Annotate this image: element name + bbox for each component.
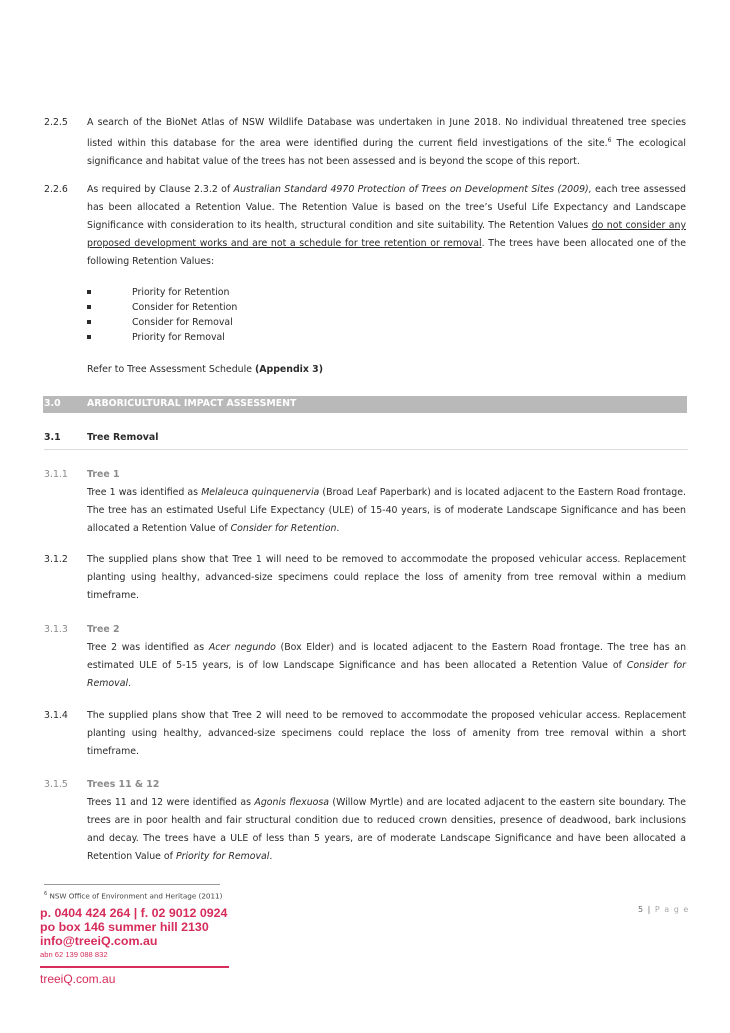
paragraph-text: Tree 1 Tree 1 was identified as Melaleuca quinquenervia (Broad Leaf Paperbark) and is located adjacent to the Eastern Road frontage. The tree has an estimated Useful Life Expectancy (ULE) of 15-40 years, is of moderate Landscape Significance and has been allocated a Retention Value of Consider for Retention. bbox=[87, 466, 686, 538]
subsection-title: Trees 11 & 12 bbox=[87, 779, 160, 790]
list-item: Consider for Removal bbox=[87, 315, 237, 330]
subsection-title: Tree 1 bbox=[87, 469, 120, 480]
species-name: Melaleuca quinquenervia bbox=[201, 487, 320, 498]
footnote-ref[interactable]: 6 bbox=[607, 137, 612, 144]
paragraph-2-2-5 bbox=[44, 114, 686, 171]
bullet-icon bbox=[87, 305, 91, 309]
footnote-text: NSW Office of Environment and Heritage (2011) bbox=[47, 891, 223, 901]
paragraph-3-1-1 bbox=[44, 466, 686, 538]
appendix-link[interactable]: (Appendix 3) bbox=[254, 364, 323, 375]
section-number: 3.1.2 bbox=[44, 554, 68, 565]
bullet-icon bbox=[87, 335, 91, 339]
section-number: 3.0 bbox=[44, 398, 61, 409]
list-item: Consider for Retention bbox=[87, 300, 237, 315]
appendix-reference: Refer to Tree Assessment Schedule (Appendix 3) bbox=[87, 364, 323, 375]
retention-value: Consider for Removal bbox=[87, 660, 686, 689]
list-item: Priority for Retention bbox=[87, 285, 237, 300]
paragraph-3-1-2 bbox=[44, 551, 686, 605]
underlined-clause: do not consider any proposed development works and are not a schedule for tree retention or removal bbox=[87, 220, 686, 249]
paragraph-text: Trees 11 & 12 Trees 11 and 12 were identified as Agonis flexuosa (Willow Myrtle) and are located adjacent to the eastern site boundary. The trees are in poor health and fair structural condition due to reduced crown densities, presence of deadwood, bark inclusions and decay. The trees have a ULE of less than 5 years, are of moderate Landscape Significance and have been allocated a Retention Value of Priority for Removal. bbox=[87, 776, 686, 866]
paragraph-text: The supplied plans show that Tree 2 will need to be removed to accommodate the proposed vehicular access. Replacement planting using healthy, advanced-size specimens could replace the loss of amenity from tree removal within a short timeframe. bbox=[87, 710, 686, 757]
website-link[interactable]: treeiQ.com.au bbox=[40, 972, 116, 986]
footnote bbox=[44, 891, 222, 900]
footnote-divider bbox=[44, 884, 220, 885]
retention-value: Consider for Retention bbox=[230, 523, 337, 534]
section-heading-3-0 bbox=[43, 396, 687, 413]
paragraph-3-1-5 bbox=[44, 776, 686, 866]
section-title: Tree Removal bbox=[87, 432, 159, 443]
bullet-icon bbox=[87, 290, 91, 294]
paragraph-3-1-3 bbox=[44, 621, 686, 693]
section-number: 3.1.3 bbox=[44, 624, 68, 635]
section-heading-3-1 bbox=[44, 431, 688, 450]
paragraph-2-2-6 bbox=[44, 181, 686, 271]
section-number: 2.2.6 bbox=[44, 184, 68, 195]
footnote-mark: 6 bbox=[44, 891, 48, 897]
page-number: 5 | P a g e bbox=[638, 905, 690, 914]
species-name: Acer negundo bbox=[208, 642, 276, 653]
paragraph-text: The supplied plans show that Tree 1 will need to be removed to accommodate the proposed vehicular access. Replacement planting using healthy, advanced-size specimens could replace the loss of amenity from tree removal within a medium timeframe. bbox=[87, 554, 686, 601]
section-number: 3.1.5 bbox=[44, 779, 68, 790]
standard-title: Australian Standard 4970 Protection of Trees on Development Sites (2009), bbox=[233, 184, 592, 195]
species-name: Agonis flexuosa bbox=[254, 797, 330, 808]
paragraph-text: As required by Clause 2.3.2 of Australian Standard 4970 Protection of Trees on Development Sites (2009), each tree assessed has been allocated a Retention Value. The Retention Value is based on the tree’s Useful Life Expectancy and Landscape Significance with consideration to its health, structural condition and site suitability. The Retention Values do not consider any proposed development works and are not a schedule for tree retention or removal. The trees have been allocated one of the following Retention Values: bbox=[87, 184, 686, 267]
paragraph-text: Tree 2 Tree 2 was identified as Acer negundo (Box Elder) and is located adjacent to the Eastern Road frontage. The tree has an estimated ULE of 5-15 years, is of low Landscape Significance and has been allocated a Retention Value of Consider for Removal. bbox=[87, 621, 686, 693]
paragraph-text: A search of the BioNet Atlas of NSW Wildlife Database was undertaken in June 2018. No individual threatened tree species listed within this database for the area were identified during the current field investigations of the site.$^6$ The ecological significance and habitat value of the trees has not been assessed and is beyond the scope of this report. bbox=[87, 117, 686, 168]
contact-email[interactable]: info@treeiQ.com.au bbox=[40, 934, 158, 948]
contact-po-box: po box 146 summer hill 2130 bbox=[40, 920, 209, 934]
retention-value: Priority for Removal bbox=[175, 851, 270, 862]
section-number: 3.1.1 bbox=[44, 469, 68, 480]
section-number: 3.1.4 bbox=[44, 710, 68, 721]
contact-divider bbox=[40, 966, 229, 968]
section-number: 2.2.5 bbox=[44, 117, 68, 128]
list-item: Priority for Removal bbox=[87, 330, 237, 345]
subsection-title: Tree 2 bbox=[87, 624, 120, 635]
contact-abn: abn 62 139 088 832 bbox=[40, 950, 108, 959]
section-title: ARBORICULTURAL IMPACT ASSESSMENT bbox=[87, 398, 297, 409]
paragraph-3-1-4 bbox=[44, 707, 686, 761]
retention-values-list bbox=[87, 285, 237, 345]
contact-phone: p. 0404 424 264 | f. 02 9012 0924 bbox=[40, 906, 228, 920]
section-number: 3.1 bbox=[44, 432, 61, 443]
bullet-icon bbox=[87, 320, 91, 324]
